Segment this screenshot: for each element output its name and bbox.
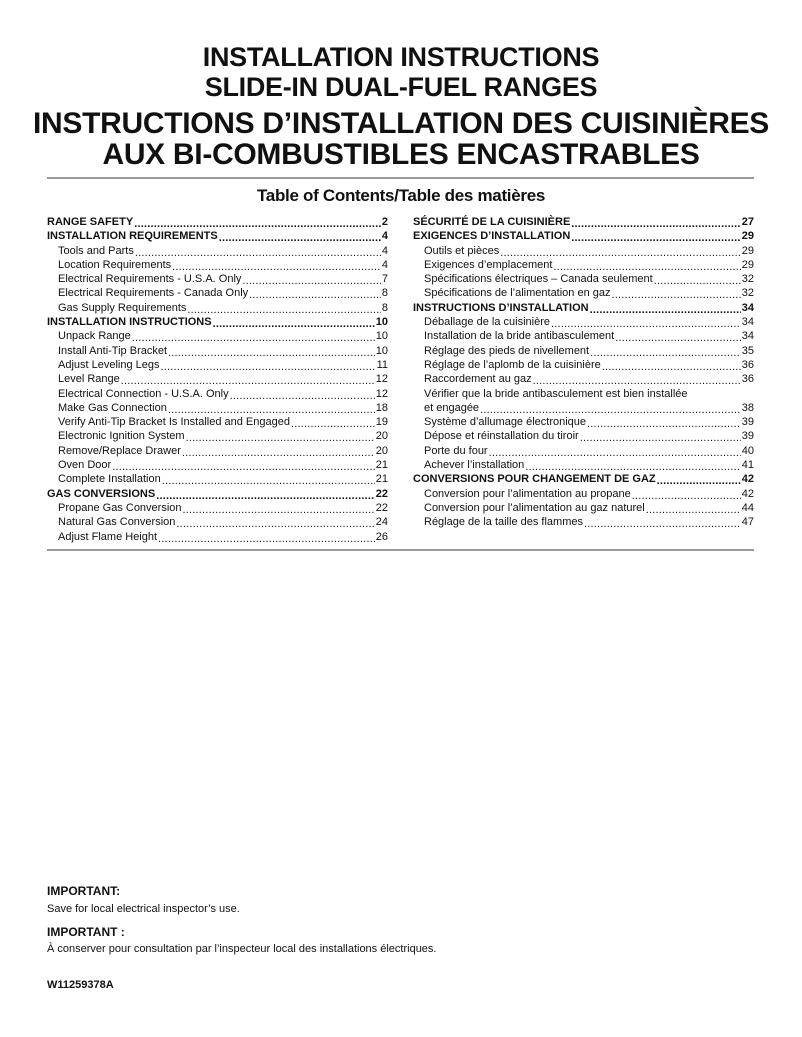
toc-page-number: 22 [375,501,388,514]
toc-entry[interactable] [47,444,388,458]
toc-entry[interactable] [413,358,754,372]
important-text-fr: À conserver pour consultation par l’inspecteur local des installations électriques. [47,943,437,955]
toc-page-number: 36 [741,358,754,371]
toc-page-number: 38 [741,401,754,414]
toc-leader-dots [186,433,375,444]
toc-leader-dots [590,347,741,358]
toc-page-number: 35 [741,344,754,357]
toc-leader-dots [156,490,375,501]
toc-entry-label: Réglage des pieds de nivellement [424,344,590,357]
toc-entry[interactable] [47,515,388,529]
toc-entry-label: Tools and Parts [58,244,134,257]
toc-entry-label: Installation de la bride antibasculement [424,330,615,343]
toc-entry[interactable] [47,429,388,443]
toc-leader-dots [571,233,740,244]
toc-leader-dots [590,304,741,315]
toc-entry-label: Gas Supply Requirements [58,301,187,314]
toc-leader-dots [182,447,375,458]
toc-page-number: 12 [375,373,388,386]
toc-page-number: 34 [741,301,754,314]
bottom-divider [47,549,754,551]
toc-leader-dots [646,504,741,515]
toc-leader-dots [580,433,741,444]
toc-entry[interactable] [413,487,754,501]
toc-leader-dots [183,504,375,515]
toc-entry[interactable] [47,387,388,401]
toc-entry-label: Spécifications de l’alimentation en gaz [424,287,611,300]
toc-leader-dots [121,376,375,387]
toc-entry-label: Raccordement au gaz [424,373,532,386]
toc-entry-label: Achever l’installation [424,459,525,472]
toc-entry[interactable] [413,444,754,458]
toc-page-number: 26 [375,530,388,543]
toc-entry-label: Vérifier que la bride antibasculement est bien installée [424,387,688,400]
toc-entry-label: Electrical Requirements - Canada Only [58,287,249,300]
toc-entry[interactable] [413,515,754,529]
toc-leader-dots [230,390,375,401]
toc-heading: Table of Contents/Table des matières [256,186,546,205]
toc-leader-dots [213,318,375,329]
toc-entry[interactable] [47,344,388,358]
important-text-en: Save for local electrical inspector’s use. [47,903,240,915]
toc-entry-label: Complete Installation [58,473,161,486]
toc-leader-dots [219,233,381,244]
toc-entry[interactable] [47,358,388,372]
toc-entry[interactable] [413,272,754,286]
toc-page-number: 39 [741,430,754,443]
toc-entry[interactable] [47,229,388,243]
toc-leader-dots [571,218,740,229]
toc-entry-label: Adjust Flame Height [58,530,158,543]
top-divider [47,177,754,179]
toc-entry-label: Déballage de la cuisinière [424,316,550,329]
toc-entry[interactable] [47,272,388,286]
toc-leader-dots [249,290,381,301]
toc-leader-dots [533,376,741,387]
toc-leader-dots [632,490,741,501]
toc-entry-label: Make Gas Connection [58,401,167,414]
toc-entry[interactable] [47,372,388,386]
toc-entry-label: INSTALLATION REQUIREMENTS [47,230,218,243]
toc-entry-label: Electrical Connection - U.S.A. Only [58,387,229,400]
toc-entry-label: Porte du four [424,444,488,457]
toc-page-number: 29 [741,230,754,243]
toc-page-number: 4 [381,258,388,271]
title-french-instructions: INSTRUCTIONS D’INSTALLATION DES CUISINIÈRES [32,107,770,140]
toc-leader-dots [172,261,381,272]
toc-page-number: 21 [375,473,388,486]
toc-entry[interactable] [47,244,388,258]
toc-page-number: 18 [375,401,388,414]
toc-leader-dots [500,247,741,258]
toc-entry-label: Location Requirements [58,258,172,271]
toc-entry[interactable] [413,258,754,272]
toc-page-number: 42 [741,487,754,500]
toc-entry-label: SÉCURITÉ DE LA CUISINIÈRE [413,216,571,228]
toc-entry[interactable] [413,229,754,243]
toc-leader-dots [602,361,741,372]
important-heading-fr: IMPORTANT : [47,925,125,939]
toc-entry[interactable] [47,215,388,229]
toc-entry[interactable] [413,472,754,486]
toc-leader-dots [551,318,741,329]
toc-entry-label: INSTRUCTIONS D’INSTALLATION [413,301,589,314]
toc-entry-label: Verify Anti-Tip Bracket Is Installed and Engaged [58,416,290,429]
toc-leader-dots [612,290,741,301]
toc-page-number: 4 [381,230,388,243]
toc-entry-label: Exigences d’emplacement [424,258,553,271]
toc-leader-dots [615,333,741,344]
toc-page-number: 44 [741,501,754,514]
toc-page-number: 12 [375,387,388,400]
toc-entry[interactable] [47,487,388,501]
toc-entry[interactable] [413,458,754,472]
toc-entry[interactable] [47,501,388,515]
toc-entry-label: Electrical Requirements - U.S.A. Only [58,273,242,286]
toc-entry-label: Oven Door [58,459,112,472]
toc-entry-label: Adjust Leveling Legs [58,358,160,371]
toc-entry[interactable] [413,244,754,258]
toc-entry[interactable] [47,415,388,429]
toc-entry[interactable] [413,215,754,229]
toc-right-column [413,215,754,530]
toc-leader-dots [654,275,741,286]
toc-entry[interactable] [413,315,754,329]
toc-entry-label: Système d’allumage électronique [424,416,587,429]
toc-leader-dots [158,533,375,544]
toc-leader-dots [584,519,741,530]
toc-entry-label: Dépose et réinstallation du tiroir [424,430,579,443]
toc-page-number: 19 [375,416,388,429]
toc-entry[interactable] [413,329,754,343]
toc-leader-dots [489,447,741,458]
toc-entry-label: Réglage de la taille des flammes [424,516,583,529]
title-slide-in-ranges: SLIDE-IN DUAL-FUEL RANGES [204,72,598,102]
toc-page-number: 11 [376,358,388,371]
toc-leader-dots [112,461,375,472]
toc-entry[interactable] [413,372,754,386]
toc-leader-dots [161,361,376,372]
toc-page-number: 22 [375,487,388,500]
toc-leader-dots [291,418,375,429]
toc-page-number: 4 [381,244,388,257]
toc-entry-label: RANGE SAFETY [47,216,134,228]
toc-page-number: 29 [741,244,754,257]
toc-page-number: 8 [381,287,388,300]
toc-page-number: 20 [375,444,388,457]
toc-entry-label: Install Anti-Tip Bracket [58,344,168,357]
toc-entry-label-continued: et engagée [424,401,480,414]
toc-entry-label: CONVERSIONS POUR CHANGEMENT DE GAZ [413,473,656,486]
toc-entry[interactable] [47,301,388,315]
toc-page-number: 10 [375,316,388,329]
toc-leader-dots [242,275,380,286]
toc-entry-label: GAS CONVERSIONS [47,487,156,500]
toc-entry-label: Conversion pour l’alimentation au gaz naturel [424,501,645,514]
toc-entry-label: Remove/Replace Drawer [58,444,181,457]
toc-entry-label: Réglage de l’aplomb de la cuisinière [424,358,601,371]
part-number: W11259378A [47,979,114,991]
toc-leader-dots [134,218,381,229]
toc-page-number: 10 [375,344,388,357]
toc-page-number: 34 [741,330,754,343]
toc-entry[interactable] [413,344,754,358]
toc-entry[interactable] [413,415,754,429]
toc-leader-dots [587,418,741,429]
toc-entry-label: INSTALLATION INSTRUCTIONS [47,316,212,329]
toc-page-number: 10 [375,330,388,343]
toc-page-number: 47 [741,516,754,529]
toc-entry[interactable] [47,286,388,300]
toc-entry[interactable] [413,301,754,315]
toc-entry[interactable] [47,401,388,415]
toc-page-number: 34 [741,316,754,329]
toc-leader-dots [553,261,740,272]
toc-entry[interactable] [47,315,388,329]
toc-page-number: 36 [741,373,754,386]
toc-entry[interactable] [413,387,754,416]
toc-leader-dots [480,404,741,415]
toc-entry-label: Propane Gas Conversion [58,501,182,514]
toc-entry[interactable] [413,501,754,515]
title-french-ranges: AUX BI-COMBUSTIBLES ENCASTRABLES [102,138,700,171]
toc-entry-label: Outils et pièces [424,244,500,257]
toc-left-column [47,215,388,544]
toc-entry-label: Electronic Ignition System [58,430,185,443]
toc-entry-label: Conversion pour l’alimentation au propane [424,487,631,500]
toc-page-number: 39 [741,416,754,429]
toc-page-number: 40 [741,444,754,457]
toc-entry[interactable] [47,472,388,486]
toc-page-number: 8 [381,301,388,314]
toc-entry[interactable] [47,329,388,343]
toc-leader-dots [168,347,375,358]
toc-leader-dots [162,476,375,487]
toc-leader-dots [176,519,374,530]
toc-page-number: 41 [741,459,754,472]
toc-leader-dots [657,476,741,487]
toc-page-number: 32 [741,287,754,300]
toc-entry-label: Unpack Range [58,330,131,343]
toc-page-number: 42 [741,473,754,486]
toc-page-number: 24 [375,516,388,529]
important-heading-en: IMPORTANT: [47,884,121,898]
toc-page-number: 20 [375,430,388,443]
toc-entry-label: Level Range [58,373,120,386]
toc-entry-label: EXIGENCES D’INSTALLATION [413,230,571,243]
toc-page-number: 2 [381,216,388,228]
toc-page-number: 7 [381,273,388,286]
toc-entry[interactable] [47,458,388,472]
toc-entry-label: Natural Gas Conversion [58,516,176,529]
toc-leader-dots [168,404,375,415]
toc-page-number: 29 [741,258,754,271]
toc-leader-dots [132,333,375,344]
toc-entry[interactable] [47,258,388,272]
toc-leader-dots [525,461,740,472]
toc-entry-label: Spécifications électriques – Canada seulement [424,273,653,286]
toc-page-number: 32 [741,273,754,286]
toc-leader-dots [135,247,381,258]
toc-entry[interactable] [413,429,754,443]
toc-page-number: 21 [375,459,388,472]
toc-page-number: 27 [741,216,754,228]
title-installation-instructions: INSTALLATION INSTRUCTIONS [202,42,600,72]
toc-leader-dots [187,304,380,315]
toc-entry[interactable] [413,286,754,300]
toc-entry[interactable] [47,530,388,544]
